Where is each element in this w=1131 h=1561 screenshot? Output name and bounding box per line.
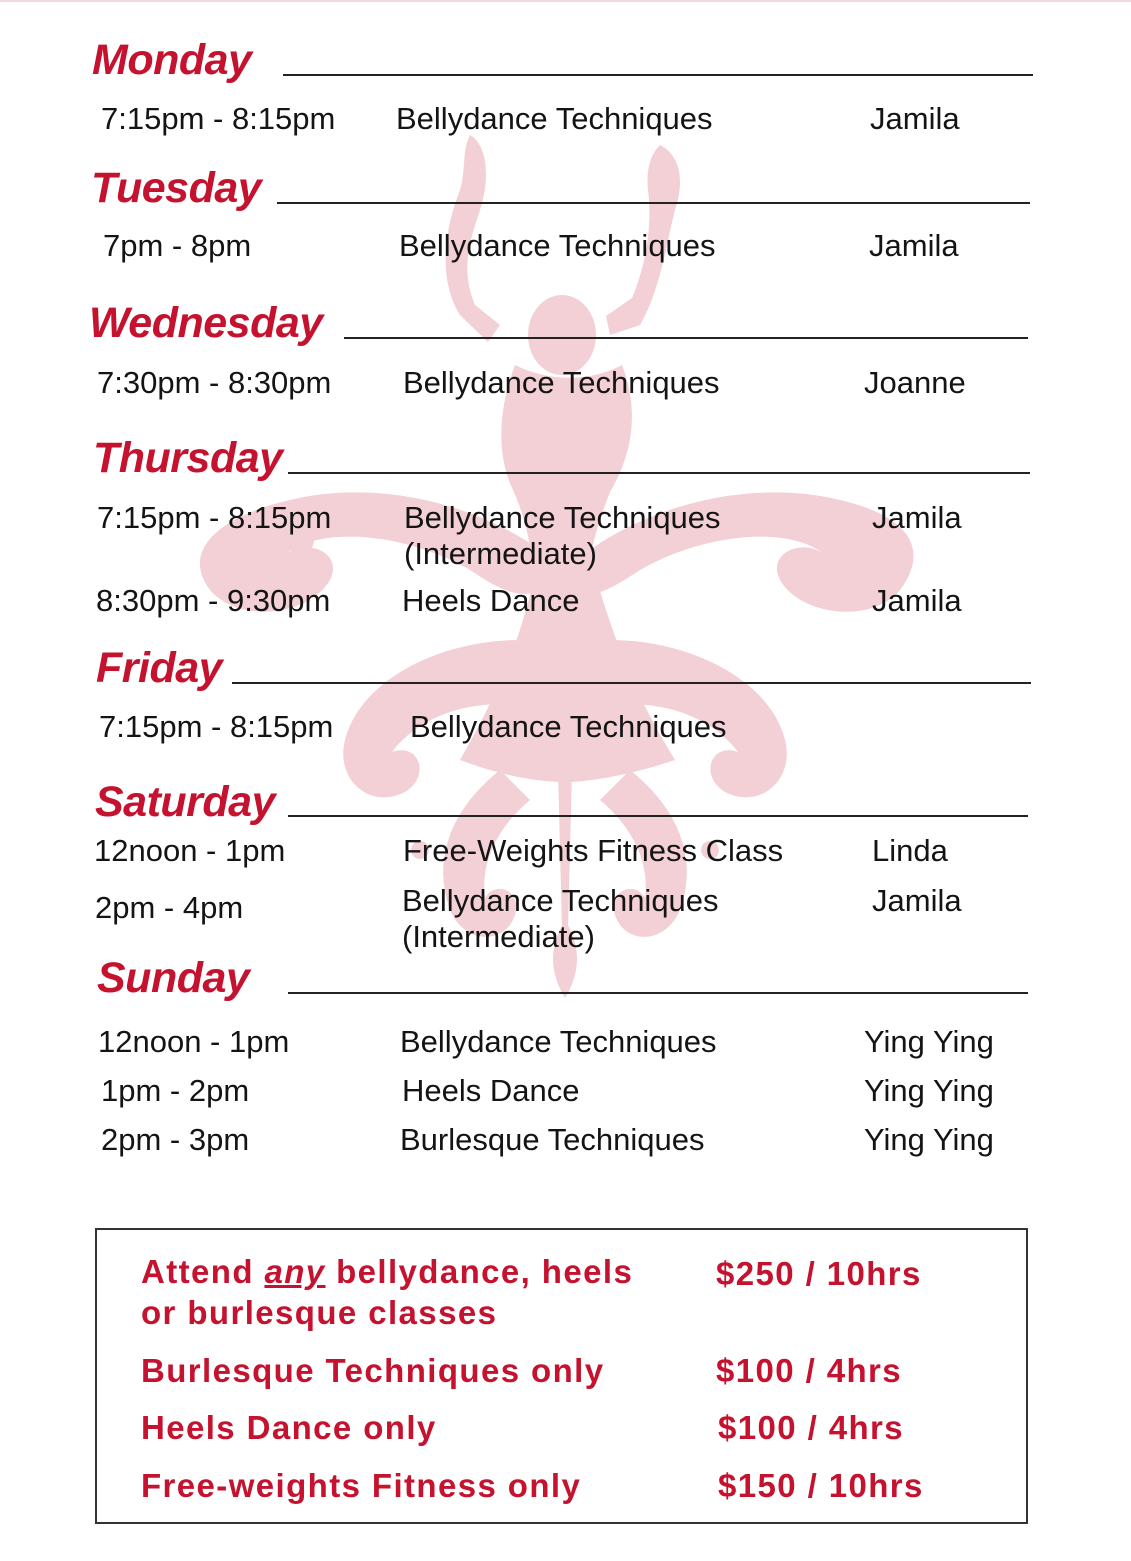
class-time: 7pm - 8pm bbox=[103, 228, 252, 263]
class-name: Burlesque Techniques bbox=[400, 1122, 705, 1157]
class-name: Bellydance Techniques bbox=[410, 709, 727, 744]
day-heading-sunday: Sunday bbox=[97, 954, 250, 1002]
class-name: Bellydance Techniques bbox=[402, 883, 719, 918]
class-time: 12noon - 1pm bbox=[98, 1024, 290, 1059]
class-name: Bellydance Techniques bbox=[403, 365, 720, 400]
pricing-label: Burlesque Techniques only bbox=[141, 1352, 605, 1389]
pricing-label: Attend any bellydance, heels bbox=[141, 1253, 634, 1290]
class-teacher: Ying Ying bbox=[864, 1073, 994, 1108]
class-teacher: Ying Ying bbox=[864, 1122, 994, 1157]
class-teacher: Jamila bbox=[872, 583, 962, 618]
day-divider bbox=[288, 815, 1028, 817]
class-level: (Intermediate) bbox=[402, 919, 595, 954]
class-teacher: Jamila bbox=[872, 883, 962, 918]
day-heading-friday: Friday bbox=[96, 644, 223, 692]
class-time: 7:15pm - 8:15pm bbox=[101, 101, 336, 136]
day-divider bbox=[288, 992, 1028, 994]
day-heading-wednesday: Wednesday bbox=[89, 299, 323, 347]
class-level: (Intermediate) bbox=[404, 536, 597, 571]
class-time: 7:15pm - 8:15pm bbox=[97, 500, 332, 535]
class-time: 12noon - 1pm bbox=[94, 833, 286, 868]
top-border bbox=[0, 0, 1131, 2]
day-divider bbox=[277, 202, 1030, 204]
class-teacher: Jamila bbox=[872, 500, 962, 535]
class-name: Bellydance Techniques bbox=[399, 228, 716, 263]
pricing-label: Heels Dance only bbox=[141, 1409, 437, 1446]
class-name: Bellydance Techniques bbox=[396, 101, 713, 136]
class-time: 7:30pm - 8:30pm bbox=[97, 365, 332, 400]
class-time: 2pm - 3pm bbox=[101, 1122, 250, 1157]
day-divider bbox=[288, 472, 1030, 474]
class-name: Free-Weights Fitness Class bbox=[403, 833, 784, 868]
class-teacher: Linda bbox=[872, 833, 948, 868]
class-teacher: Joanne bbox=[864, 365, 966, 400]
day-heading-saturday: Saturday bbox=[95, 778, 276, 826]
pricing-price: $150 / 10hrs bbox=[718, 1467, 924, 1504]
class-time: 2pm - 4pm bbox=[95, 890, 244, 925]
class-name: Heels Dance bbox=[402, 1073, 580, 1108]
day-divider bbox=[283, 74, 1033, 76]
pricing-price: $250 / 10hrs bbox=[716, 1255, 922, 1292]
class-time: 7:15pm - 8:15pm bbox=[99, 709, 334, 744]
class-teacher: Jamila bbox=[870, 101, 960, 136]
class-name: Bellydance Techniques bbox=[400, 1024, 717, 1059]
class-teacher: Ying Ying bbox=[864, 1024, 994, 1059]
pricing-price: $100 / 4hrs bbox=[716, 1352, 903, 1389]
day-heading-tuesday: Tuesday bbox=[91, 164, 262, 212]
pricing-price: $100 / 4hrs bbox=[718, 1409, 905, 1446]
class-name: Heels Dance bbox=[402, 583, 580, 618]
class-name: Bellydance Techniques bbox=[404, 500, 721, 535]
day-divider bbox=[344, 337, 1028, 339]
day-heading-thursday: Thursday bbox=[93, 434, 283, 482]
pricing-label-line2: or burlesque classes bbox=[141, 1294, 498, 1331]
class-teacher: Jamila bbox=[869, 228, 959, 263]
day-heading-monday: Monday bbox=[92, 36, 252, 84]
class-time: 8:30pm - 9:30pm bbox=[96, 583, 331, 618]
class-time: 1pm - 2pm bbox=[101, 1073, 250, 1108]
pricing-label: Free-weights Fitness only bbox=[141, 1467, 582, 1504]
day-divider bbox=[232, 682, 1031, 684]
